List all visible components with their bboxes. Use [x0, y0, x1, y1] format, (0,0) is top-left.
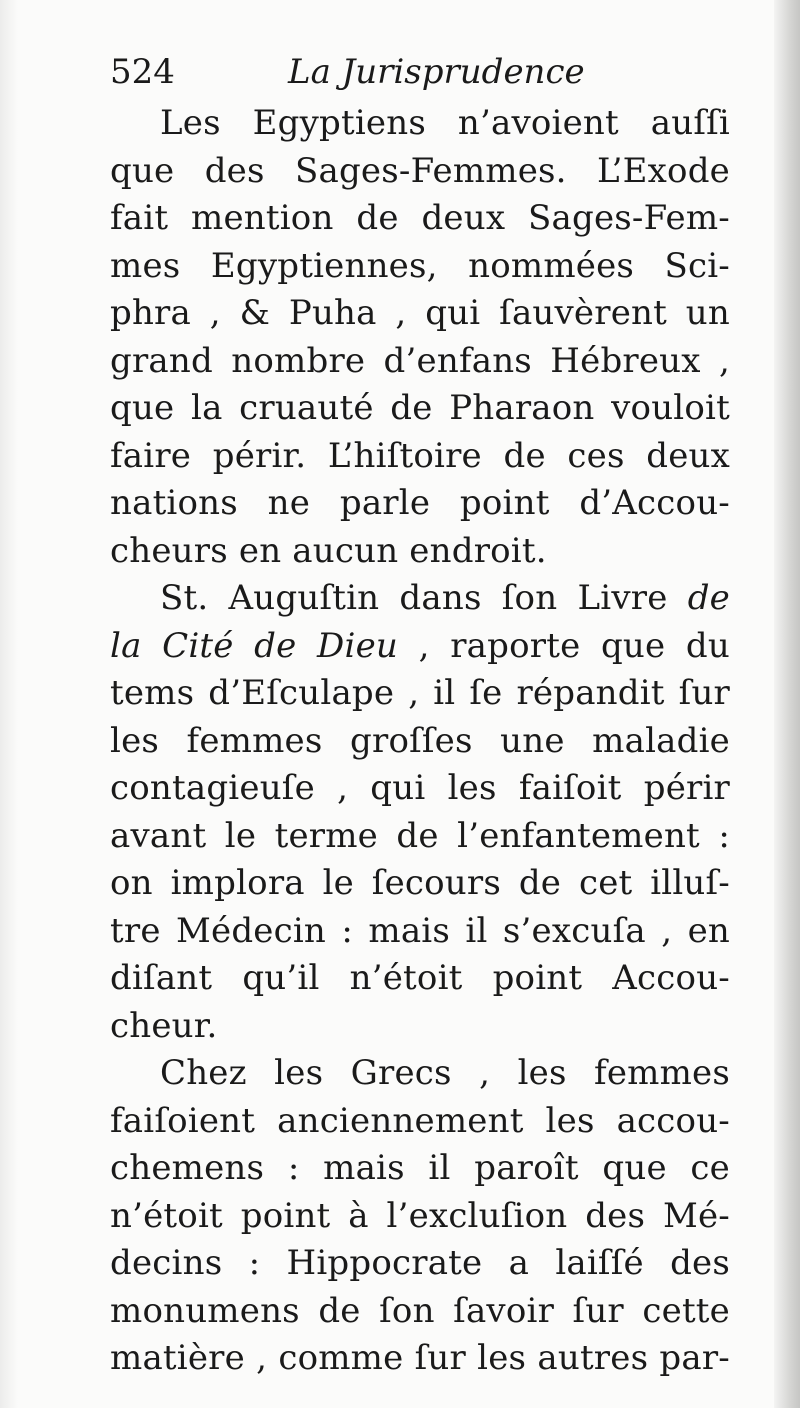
paragraph-3: [110, 1050, 730, 1383]
text-line: cheurs en aucun endroit.: [110, 530, 547, 571]
book-title-italic: la Cité de Dieu: [110, 625, 399, 666]
text-line: [110, 623, 730, 671]
text-line: Chez les Grecs , les femmes: [160, 1053, 730, 1093]
text-line: phra , & Puha , qui ſauvèrent un: [110, 293, 730, 333]
text-line: [110, 575, 730, 623]
text-line: faire périr. L’hiſtoire de ces deux: [110, 435, 730, 476]
text-line: contagieuſe , qui les faiſoit périr: [110, 768, 730, 808]
text-line: cheur.: [110, 1005, 218, 1046]
text-run: , raporte que du: [398, 625, 730, 666]
text-line: les femmes groſſes une maladie: [110, 720, 730, 761]
paragraph-2: [110, 575, 730, 1050]
page-text: [110, 44, 730, 1383]
text-line: que la cruauté de Pharaon vouloit: [110, 388, 730, 428]
text-line: on implora le ſecours de cet illuſ-: [110, 863, 730, 903]
text-line: monumens de ſon ſavoir ſur cette: [110, 1290, 730, 1331]
text-line: Les Egyptiens n’avoient auſſi: [160, 103, 730, 143]
page-gutter-shadow: [0, 0, 18, 1408]
text-line: fait mention de deux Sages-Fem-: [110, 198, 730, 238]
text-line: n’étoit point à l’excluſion des Mé-: [110, 1195, 730, 1236]
page-number: 524: [110, 52, 175, 92]
text-line: que des Sages-Femmes. L’Exode: [110, 150, 730, 191]
text-line: grand nombre d’enfans Hébreux ,: [110, 340, 730, 381]
running-title: La Jurisprudence: [288, 52, 585, 92]
text-line: decins : Hippocrate a laiſſé des: [110, 1243, 730, 1283]
page-edge-shadow: [774, 0, 800, 1408]
text-line: mes Egyptiennes, nommées Sci-: [110, 245, 730, 286]
text-line: matière , comme ſur les autres par-: [110, 1338, 730, 1378]
running-header: [110, 44, 730, 100]
text-line: diſant qu’il n’étoit point Accou-: [110, 958, 730, 998]
text-line: chemens : mais il paroît que ce: [110, 1148, 730, 1188]
text-line: tems d’Eſculape , il ſe répandit ſur: [110, 673, 730, 713]
text-line: nations ne parle point d’Accou-: [110, 483, 730, 523]
text-run: St. Auguſtin dans ſon Livre: [160, 578, 688, 618]
text-line: avant le terme de l’enfantement :: [110, 815, 730, 856]
text-line: faiſoient anciennement les accou-: [110, 1100, 730, 1141]
paragraph-1: [110, 100, 730, 575]
book-title-italic: de: [687, 578, 730, 618]
text-line: tre Médecin : mais il s’excuſa , en: [110, 910, 730, 951]
